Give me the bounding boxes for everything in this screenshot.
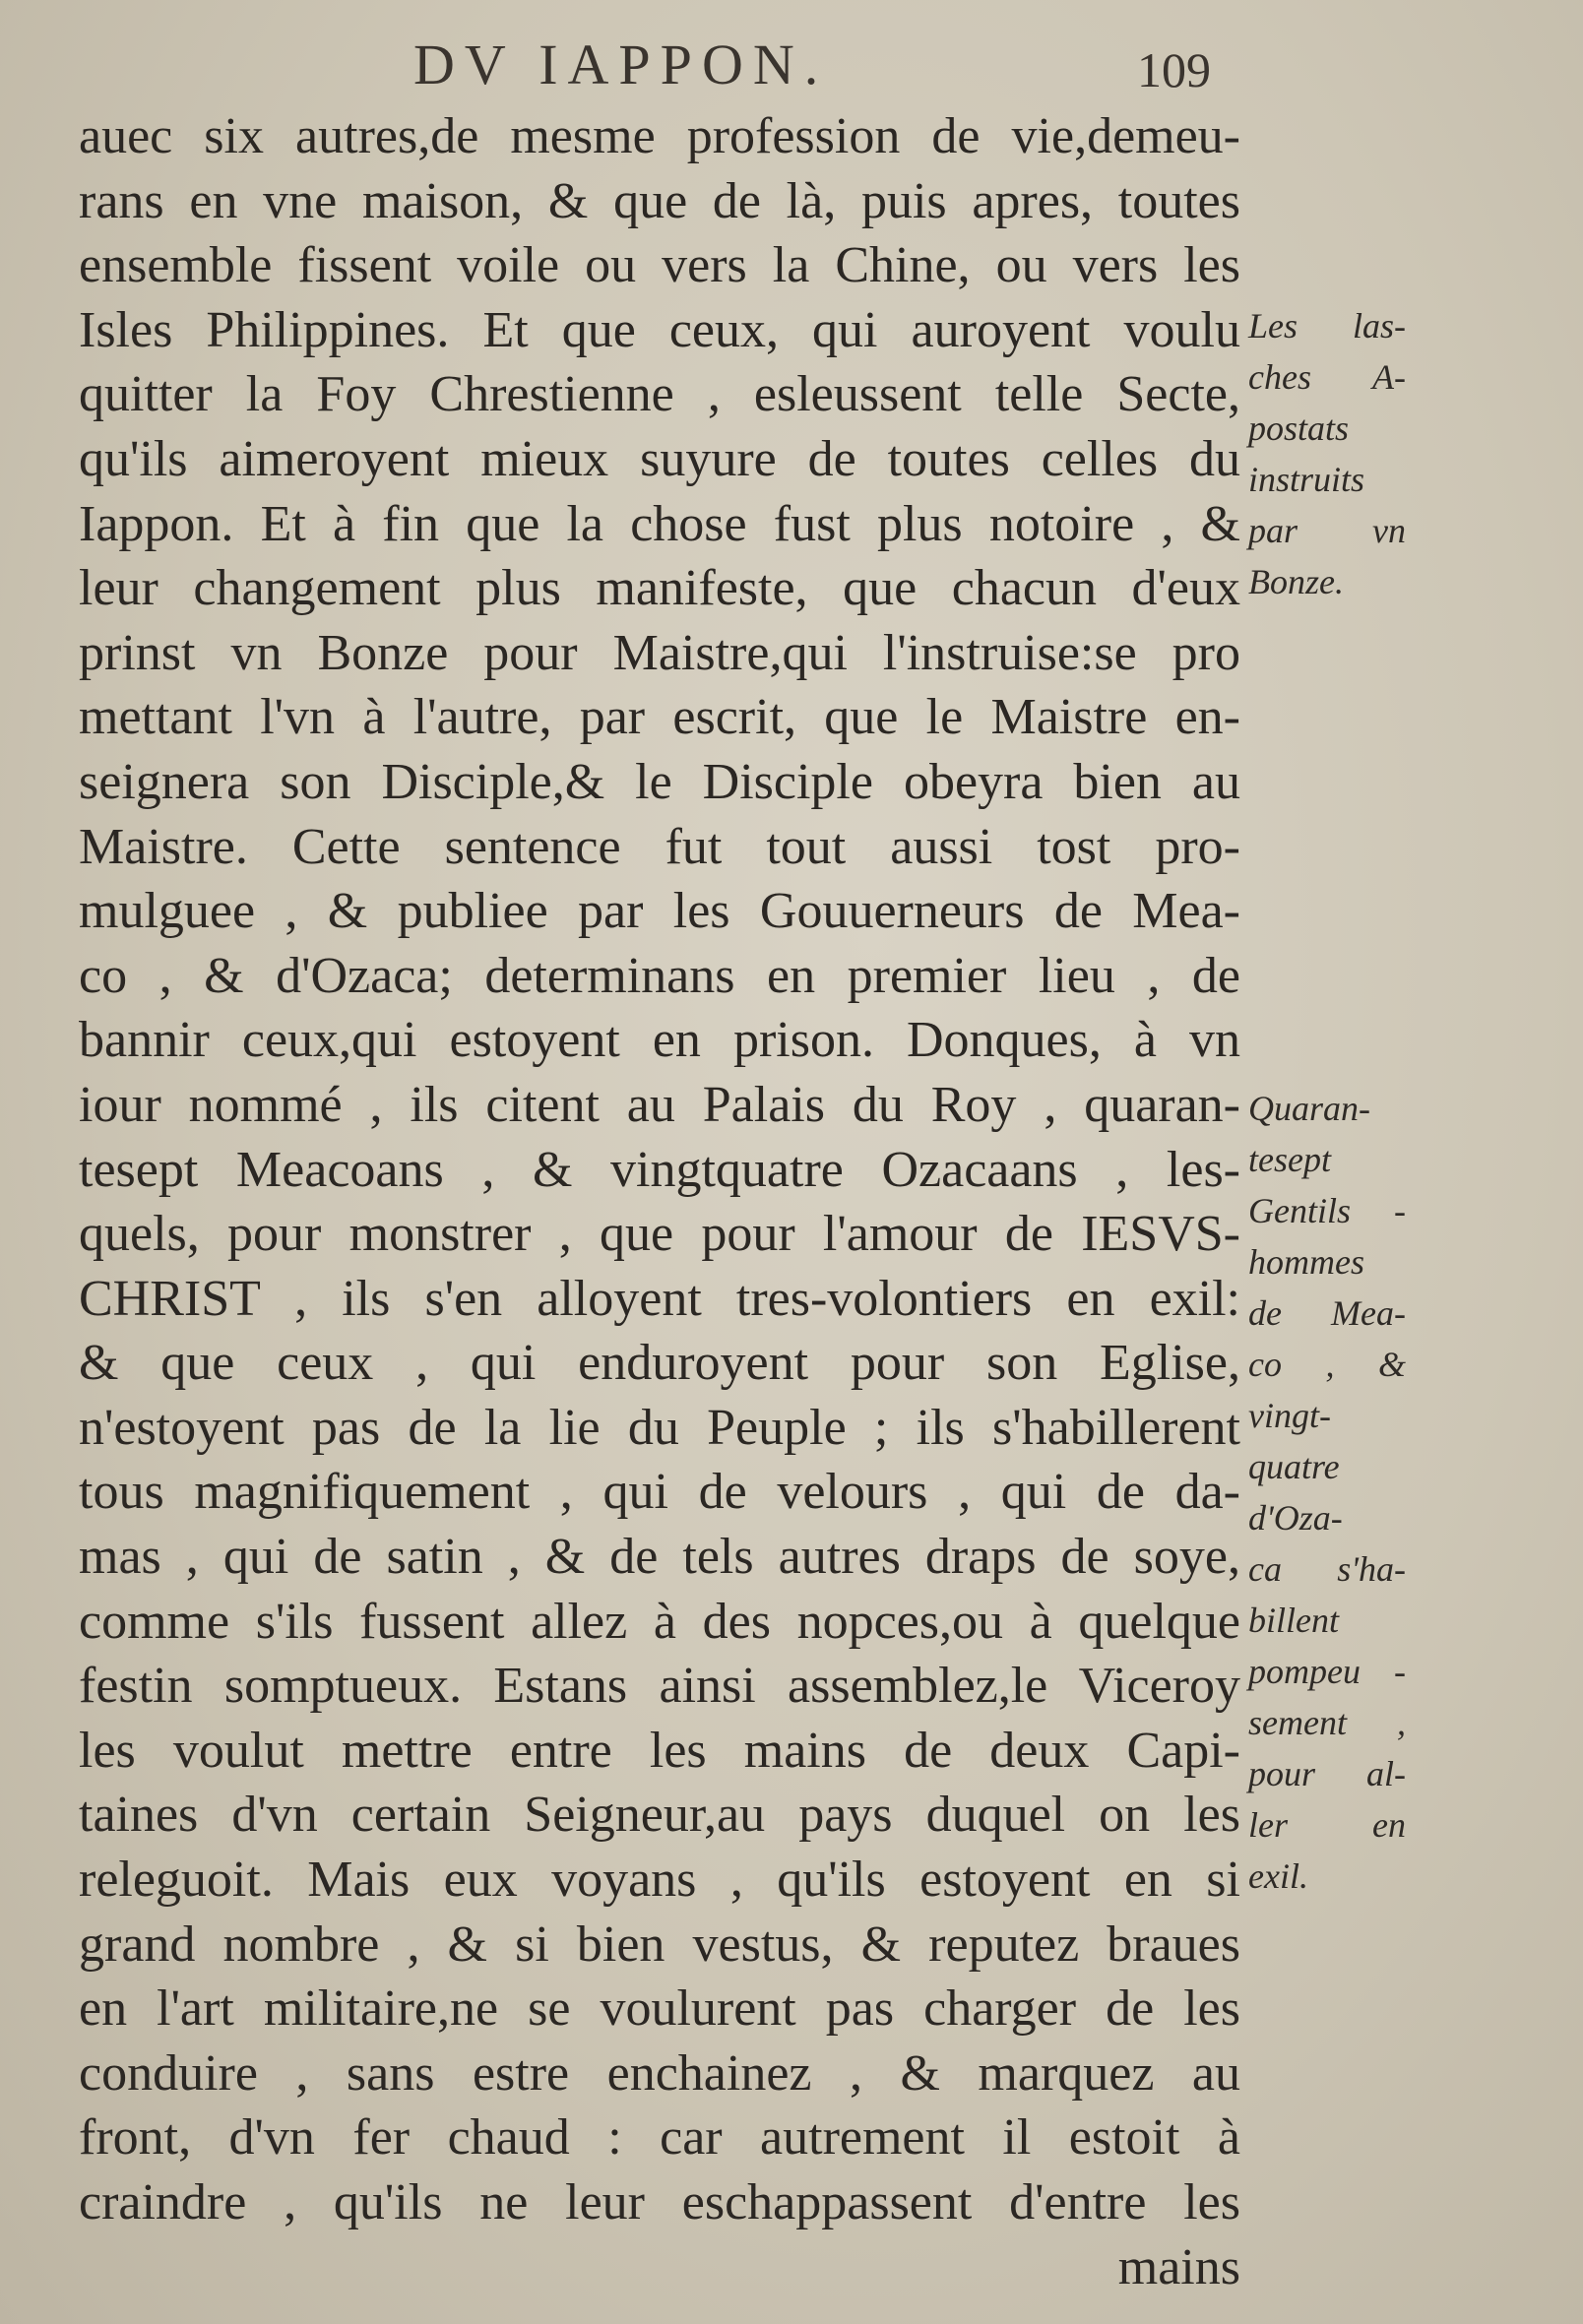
text-line: front, d'vn fer chaud : car autrement il estoit à bbox=[79, 2109, 1240, 2167]
text-line: Isles Philippines. Et que ceux, qui auroyent voulu bbox=[79, 301, 1240, 358]
marginal-line: pompeu - bbox=[1248, 1652, 1406, 1691]
marginal-line: instruits bbox=[1248, 460, 1365, 499]
text-line: seignera son Disciple,& le Disciple obeyra bien au bbox=[79, 753, 1240, 810]
marginal-note-apostates bbox=[1248, 300, 1406, 607]
catchword: mains bbox=[1117, 2238, 1240, 2295]
marginal-line: ca s'ha- bbox=[1248, 1549, 1406, 1589]
text-line: quitter la Foy Chrestienne , esleussent telle Secte, bbox=[79, 366, 1240, 423]
text-line: ensemble fissent voile ou vers la Chine, ou vers les bbox=[79, 237, 1240, 294]
text-line: festin somptueux. Estans ainsi assemblez,le Viceroy bbox=[79, 1658, 1240, 1715]
text-line: en l'art militaire,ne se voulurent pas charger de les bbox=[79, 1980, 1240, 2038]
text-line: comme s'ils fussent allez à des nopces,ou à quelque bbox=[79, 1593, 1240, 1650]
marginal-line: billent bbox=[1248, 1601, 1339, 1640]
text-line: leur changement plus manifeste, que chacun d'eux bbox=[79, 560, 1240, 617]
text-line: co , & d'Ozaca; determinans en premier lieu , de bbox=[79, 947, 1240, 1004]
marginal-line: pour al- bbox=[1248, 1754, 1406, 1793]
text-line: craindre , qu'ils ne leur eschappassent d'entre les bbox=[79, 2174, 1240, 2230]
text-line: mas , qui de satin , & de tels autres draps de soye, bbox=[79, 1529, 1240, 1586]
marginal-line: ler en bbox=[1248, 1805, 1406, 1845]
text-line: bannir ceux,qui estoyent en prison. Donques, à vn bbox=[79, 1012, 1240, 1069]
text-line: tous magnifiquement , qui de velours , qui de da- bbox=[79, 1464, 1240, 1521]
text-line: & que ceux , qui enduroyent pour son Eglise, bbox=[79, 1335, 1240, 1392]
text-line: conduire , sans estre enchainez , & marquez au bbox=[79, 2044, 1240, 2102]
text-line: rans en vne maison, & que de là, puis apres, toutes bbox=[79, 172, 1240, 229]
text-line: Maistre. Cette sentence fut tout aussi tost pro- bbox=[79, 818, 1240, 875]
text-line: tesept Meacoans , & vingtquatre Ozacaans , les- bbox=[79, 1141, 1240, 1198]
marginal-line: Gentils - bbox=[1248, 1191, 1406, 1230]
text-line: taines d'vn certain Seigneur,au pays duquel on les bbox=[79, 1787, 1240, 1844]
text-line: n'estoyent pas de la lie du Peuple ; ils s'habillerent bbox=[79, 1399, 1240, 1456]
text-line: qu'ils aimeroyent mieux suyure de toutes celles du bbox=[79, 430, 1240, 487]
marginal-line: Quaran- bbox=[1248, 1089, 1370, 1128]
text-line: mulguee , & publiee par les Gouuerneurs de Mea- bbox=[79, 883, 1240, 940]
page-number: 109 bbox=[1137, 42, 1211, 97]
marginal-line: Les las- bbox=[1248, 306, 1406, 345]
marginal-line: postats bbox=[1248, 408, 1350, 448]
text-line: releguoit. Mais eux voyans , qu'ils estoyent en si bbox=[79, 1852, 1240, 1909]
text-line: prinst vn Bonze pour Maistre,qui l'instruise:se pro bbox=[79, 624, 1240, 681]
marginal-line: d'Oza- bbox=[1248, 1498, 1343, 1538]
text-line: auec six autres,de mesme profession de vie,demeu- bbox=[79, 108, 1240, 164]
running-title: DV IAPPON. bbox=[413, 32, 829, 96]
marginal-line: de Mea- bbox=[1248, 1293, 1406, 1333]
marginal-line: ches A- bbox=[1248, 357, 1406, 397]
marginal-line: sement , bbox=[1248, 1703, 1406, 1742]
text-line: grand nombre , & si bien vestus, & reputez braues bbox=[79, 1916, 1240, 1973]
marginal-line: Bonze. bbox=[1248, 562, 1344, 601]
marginal-line: quatre bbox=[1248, 1447, 1340, 1486]
text-line: Iappon. Et à fin que la chose fust plus notoire , & bbox=[79, 495, 1240, 552]
marginal-line: exil. bbox=[1248, 1856, 1308, 1896]
text-line: mettant l'vn à l'autre, par escrit, que le Maistre en- bbox=[79, 689, 1240, 746]
marginal-line: tesept bbox=[1248, 1140, 1331, 1179]
marginal-line: hommes bbox=[1248, 1242, 1364, 1282]
text-line: iour nommé , ils citent au Palais du Roy , quaran- bbox=[79, 1076, 1240, 1133]
marginal-line: vingt- bbox=[1248, 1396, 1331, 1435]
marginal-line: par vn bbox=[1248, 511, 1406, 550]
text-line: quels, pour monstrer , que pour l'amour de IESVS- bbox=[79, 1206, 1240, 1263]
marginal-line: co , & bbox=[1248, 1345, 1406, 1384]
text-line: les voulut mettre entre les mains de deux Capi- bbox=[79, 1722, 1240, 1779]
text-line: CHRIST , ils s'en alloyent tres-volontiers en exil: bbox=[79, 1270, 1240, 1327]
marginal-note-gentlemen bbox=[1248, 1083, 1406, 1902]
main-text-block bbox=[79, 104, 1240, 2299]
